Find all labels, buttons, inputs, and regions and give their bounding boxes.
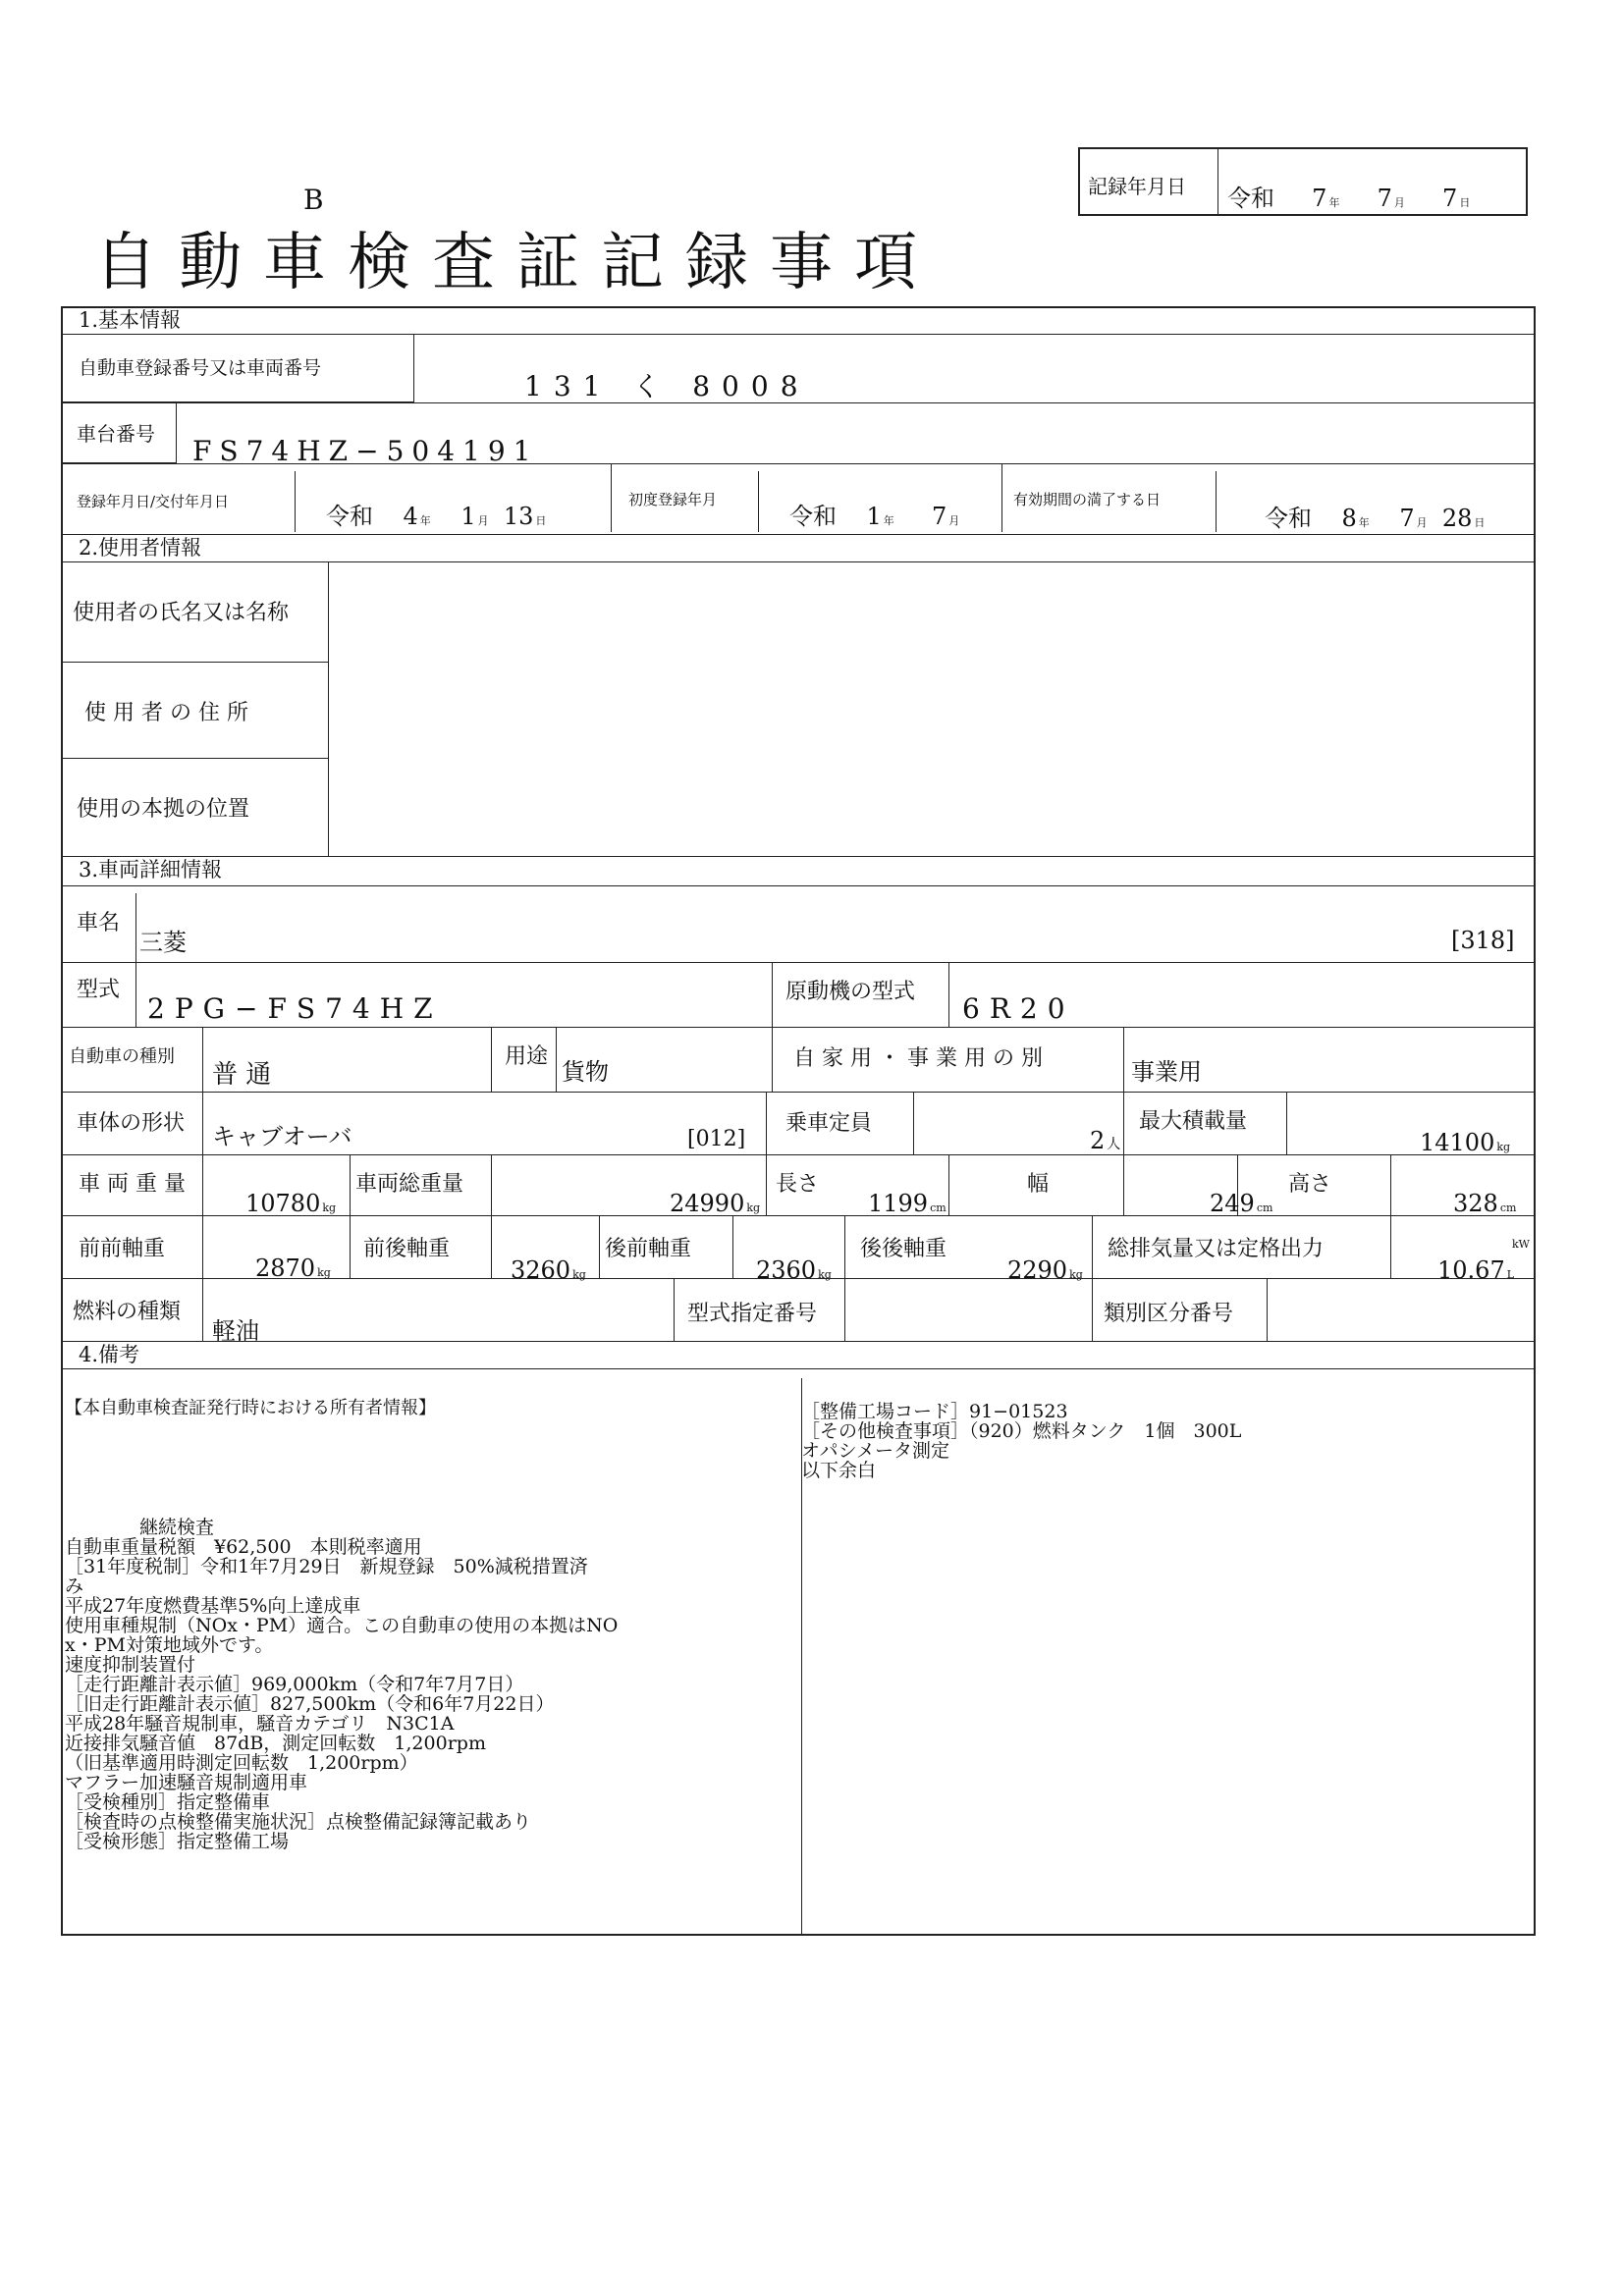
- maker-label: 車名: [77, 911, 121, 935]
- rr-axle-label: 後後軸重: [860, 1237, 947, 1261]
- gross-weight-label: 車両総重量: [355, 1172, 464, 1197]
- section3-heading: 3.車両詳細情報: [79, 858, 223, 881]
- body-code: [012]: [687, 1127, 746, 1151]
- fr-axle: 3260 kg: [511, 1256, 586, 1284]
- user-address-label: 使 用 者 の 住 所: [84, 701, 248, 725]
- page-title: 自動車検査証記録事項: [94, 227, 939, 299]
- model: 2PG−FS74HZ: [147, 992, 443, 1025]
- section4-heading: 4.備考: [79, 1343, 140, 1366]
- length: 1199 cm: [868, 1190, 947, 1217]
- owner-info-heading: 【本自動車検査証発行時における所有者情報】: [65, 1398, 436, 1418]
- reg-date: 令和 4 年 1 月 13 日: [326, 503, 547, 530]
- height-label: 高さ: [1288, 1172, 1332, 1197]
- class-label: 類別区分番号: [1104, 1302, 1234, 1326]
- reg-no-label: 自動車登録番号又は車両番号: [79, 357, 322, 379]
- remarks-right: ［整備工場コード］91−01523 ［その他検査事項］（920）燃料タンク 1個 300L オパシメータ測定 以下余白: [801, 1401, 1242, 1481]
- rf-axle: 2360 kg: [756, 1256, 832, 1284]
- capacity: 2 人: [1090, 1127, 1121, 1154]
- record-date: 令和 7 年 7 月 7 日: [1227, 185, 1471, 212]
- engine-label: 原動機の型式: [785, 980, 916, 1004]
- type: 普 通: [212, 1060, 272, 1090]
- fuel-label: 燃料の種類: [73, 1300, 182, 1324]
- first-reg: 令和 1 年 7 月: [789, 503, 960, 530]
- ff-axle: 2870 kg: [255, 1255, 331, 1282]
- displacement-unit-kw: kW: [1512, 1238, 1530, 1251]
- capacity-label: 乗車定員: [785, 1111, 873, 1136]
- displacement-label: 総排気量又は定格出力: [1108, 1237, 1325, 1261]
- ff-axle-label: 前前軸重: [79, 1237, 166, 1261]
- rr-axle: 2290 kg: [1007, 1256, 1083, 1284]
- max-load-label: 最大積載量: [1139, 1109, 1248, 1134]
- maker: 三菱: [139, 929, 187, 956]
- header-mark: B: [303, 184, 324, 216]
- expiry-date: 令和 8 年 7 月 28 日: [1265, 505, 1486, 532]
- model-label: 型式: [77, 978, 121, 1002]
- gross-weight: 24990 kg: [670, 1190, 761, 1217]
- chassis-no: FS74HZ−504191: [192, 435, 539, 467]
- reg-no: 131 く 8008: [524, 370, 810, 402]
- section1-heading: 1.基本情報: [79, 308, 182, 332]
- fr-axle-label: 前後軸重: [363, 1237, 451, 1261]
- purpose: 事業用: [1131, 1058, 1202, 1086]
- height: 328 cm: [1453, 1190, 1517, 1217]
- purpose-label: 自 家 用 ・ 事 業 用 の 別: [793, 1046, 1043, 1071]
- weight: 10780 kg: [245, 1190, 337, 1217]
- use: 貨物: [562, 1058, 609, 1086]
- weight-label: 車 両 重 量: [79, 1172, 186, 1197]
- chassis-label: 車台番号: [77, 422, 155, 446]
- base-location-label: 使用の本拠の位置: [77, 797, 250, 822]
- length-label: 長さ: [776, 1172, 820, 1197]
- expiry-label: 有効期間の満了する日: [1013, 491, 1162, 508]
- max-load: 14100 kg: [1420, 1129, 1511, 1156]
- section2-heading: 2.使用者情報: [79, 536, 202, 560]
- rf-axle-label: 後前軸重: [605, 1237, 692, 1261]
- body-label: 車体の形状: [77, 1111, 186, 1136]
- designation-label: 型式指定番号: [687, 1302, 818, 1326]
- body: キャブオーバ: [212, 1123, 352, 1150]
- reg-date-label: 登録年月日/交付年月日: [77, 493, 230, 510]
- use-label: 用途: [505, 1044, 549, 1069]
- displacement: 10.67 L: [1437, 1256, 1515, 1284]
- engine: 6R20: [962, 992, 1075, 1025]
- user-name-label: 使用者の氏名又は名称: [73, 601, 290, 625]
- first-reg-label: 初度登録年月: [628, 491, 718, 508]
- type-label: 自動車の種別: [69, 1046, 175, 1067]
- fuel: 軽油: [212, 1317, 259, 1345]
- remarks-left: 継続検査 自動車重量税額 ¥62,500 本則税率適用 ［31年度税制］令和1年7月29日 新規登録 50%減税措置済 み 平成27年度燃費基準5%向上達成車 使用車種規制（NOx・PM）適合。この自動車の使用の本拠はNO x・PM対策地域外です。 速度抑制装置付 ［走行距離計表示値］969,000km（令和7年7月7日） ［旧走行距離計表示値］827,500km（令和6年7月22日） 平成28年騒音規制車，騒音カテゴリ N3C1A 近接排気騒音値 87dB，測定回転数 1,200rpm （旧基準適用時測定回転数 1,200rpm） マフラー加速騒音規制適用車 ［受検種別］指定整備車 ［検査時の点検整備実施状況］点検整備記録簿記載あり ［受検形態］指定整備工場: [65, 1517, 619, 1852]
- record-date-label: 記録年月日: [1088, 175, 1186, 198]
- maker-code: [318]: [1451, 927, 1515, 954]
- width: 249 cm: [1210, 1190, 1273, 1217]
- width-label: 幅: [1027, 1172, 1050, 1197]
